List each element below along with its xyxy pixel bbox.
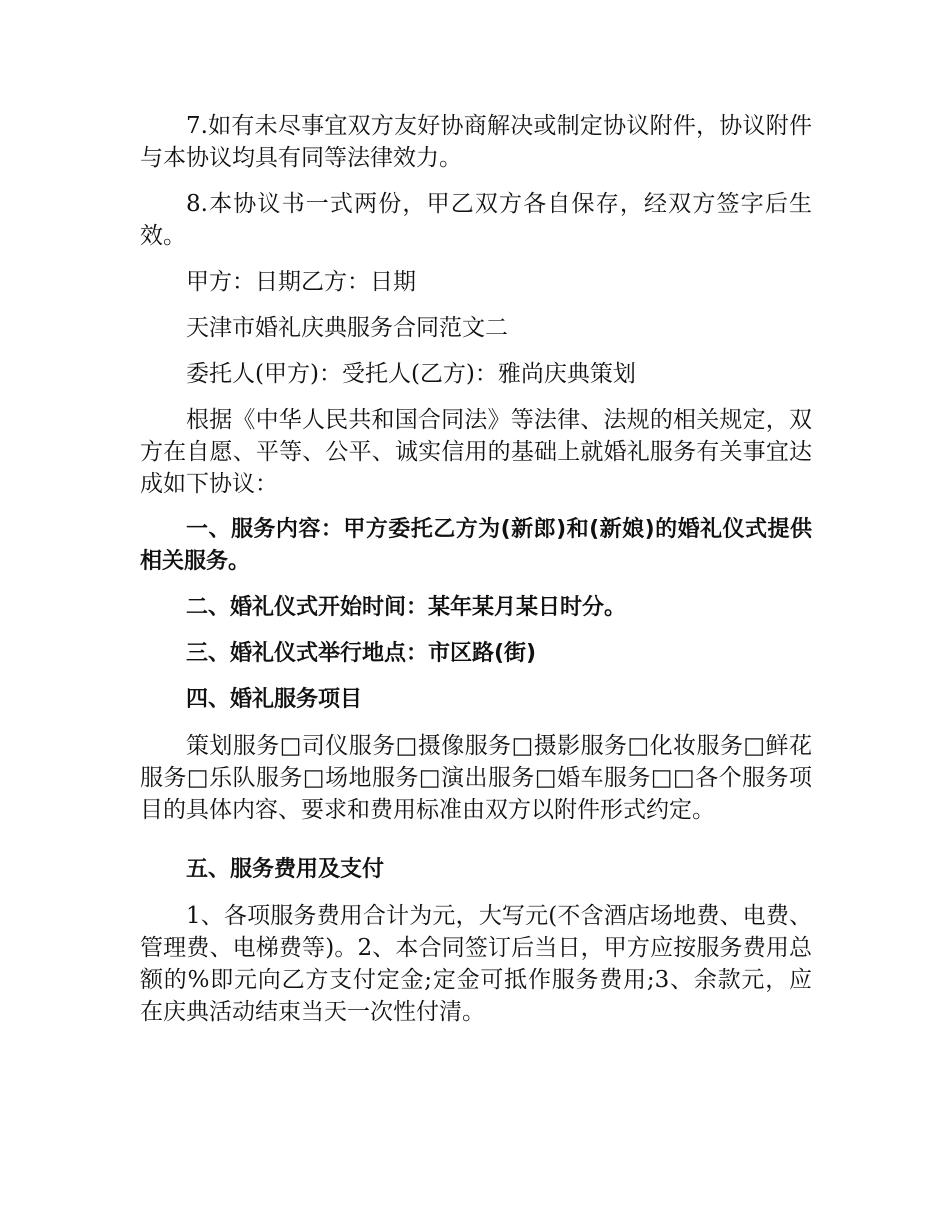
parties-line: 委托人(甲方)：受托人(乙方)：雅尚庆典策划 (186, 361, 636, 387)
section-5-heading: 五、服务费用及支付 (186, 857, 385, 882)
service-items: 策划服务□司仪服务□摄像服务□摄影服务□化妆服务□鲜花服务□乐队服务□场地服务□演出服务□婚车服务□□各个服务项目的具体内容、要求和费用标准由双方以附件形式约定。 (140, 733, 812, 823)
section-2-heading: 二、婚礼仪式开始时间：某年某月某日时分。 (186, 595, 627, 620)
payment-terms: 1、各项服务费用合计为元，大写元(不含酒店场地费、电费、管理费、电梯费等)。2、本合同签订后当日，甲方应按服务费用总额的%即元向乙方支付定金;定金可抵作服务费用;3、余款元，应在庆典活动结束当天一次性付清。 (140, 903, 812, 1025)
document-body (140, 110, 812, 1042)
section-1-heading: 一、服务内容：甲方委托乙方为(新郎)和(新娘)的婚礼仪式提供相关服务。 (140, 517, 812, 574)
clause-7: 7.如有未尽事宜双方友好协商解决或制定协议附件，协议附件与本协议均具有同等法律效力。 (140, 113, 812, 171)
contract-title: 天津市婚礼庆典服务合同范文二 (186, 315, 508, 341)
preamble: 根据《中华人民共和国合同法》等法律、法规的相关规定，双方在自愿、平等、公平、诚实信用的基础上就婚礼服务有关事宜达成如下协议： (140, 407, 812, 497)
clause-8: 8.本协议书一式两份，甲乙双方各自保存，经双方签字后生效。 (140, 191, 812, 249)
signature-line: 甲方：日期乙方：日期 (186, 269, 416, 295)
section-3-heading: 三、婚礼仪式举行地点：市区路(街) (186, 641, 537, 666)
section-4-heading: 四、婚礼服务项目 (186, 687, 363, 712)
